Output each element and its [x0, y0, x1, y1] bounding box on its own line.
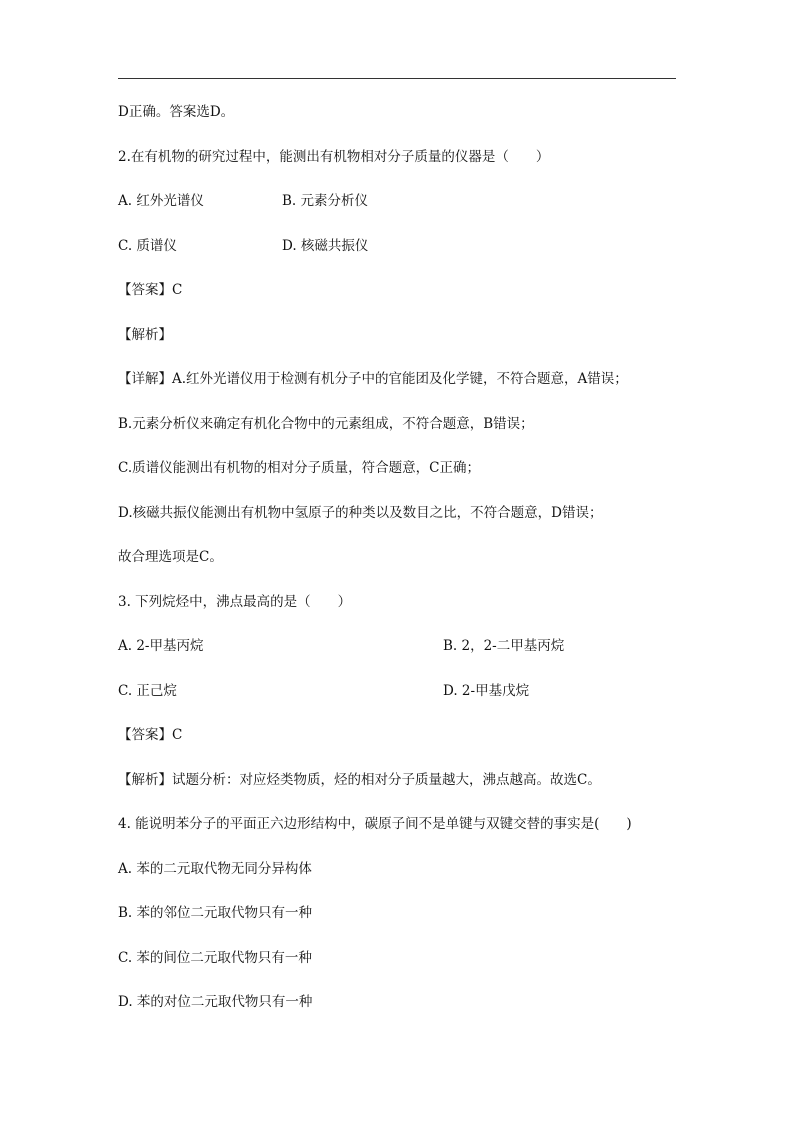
- q2-conclusion: 故合理选项是C。: [118, 549, 223, 565]
- q4-option-c: C. 苯的间位二元取代物只有一种: [118, 950, 312, 966]
- q3-stem: 3. 下列烷烃中，沸点最高的是（ ）: [118, 594, 352, 610]
- q2-stem: 2.在有机物的研究过程中，能测出有机物相对分子质量的仪器是（ ）: [118, 149, 550, 165]
- q3-analysis: 【解析】试题分析：对应烃类物质，烃的相对分子质量越大，沸点越高。故选C。: [118, 772, 601, 788]
- q2-analysis-label: 【解析】: [118, 327, 172, 343]
- q2-detail-b: B.元素分析仪来确定有机化合物中的元素组成，不符合题意，B错误；: [118, 416, 534, 432]
- q3-option-c: C. 正己烷: [118, 683, 177, 699]
- q2-answer: 【答案】C: [118, 282, 183, 298]
- q2-detail-c: C.质谱仪能测出有机物的相对分子质量，符合题意，C正确；: [118, 460, 480, 476]
- q3-option-d: D. 2-甲基戊烷: [443, 683, 530, 699]
- header-rule: [118, 78, 676, 79]
- q3-option-a: A. 2-甲基丙烷: [118, 638, 204, 654]
- q4-option-a: A. 苯的二元取代物无同分异构体: [118, 861, 312, 877]
- q3-answer: 【答案】C: [118, 727, 183, 743]
- q4-option-b: B. 苯的邻位二元取代物只有一种: [118, 905, 313, 921]
- q4-stem: 4. 能说明苯分子的平面正六边形结构中，碳原子间不是单键与双键交替的事实是( ): [118, 816, 632, 832]
- q2-detail-a: 【详解】A.红外光谱仪用于检测有机分子中的官能团及化学键，不符合题意，A错误；: [118, 371, 628, 387]
- q3-option-b: B. 2，2-二甲基丙烷: [443, 638, 565, 654]
- q4-option-d: D. 苯的对位二元取代物只有一种: [118, 994, 313, 1010]
- q2-detail-d: D.核磁共振仪能测出有机物中氢原子的种类以及数目之比，不符合题意，D错误；: [118, 505, 603, 521]
- q1-tail-text: D正确。答案选D。: [118, 104, 235, 120]
- q2-option-a: A. 红外光谱仪: [118, 193, 204, 209]
- q2-option-b: B. 元素分析仪: [282, 193, 369, 209]
- q2-option-d: D. 核磁共振仪: [282, 238, 369, 254]
- q2-option-c: C. 质谱仪: [118, 238, 177, 254]
